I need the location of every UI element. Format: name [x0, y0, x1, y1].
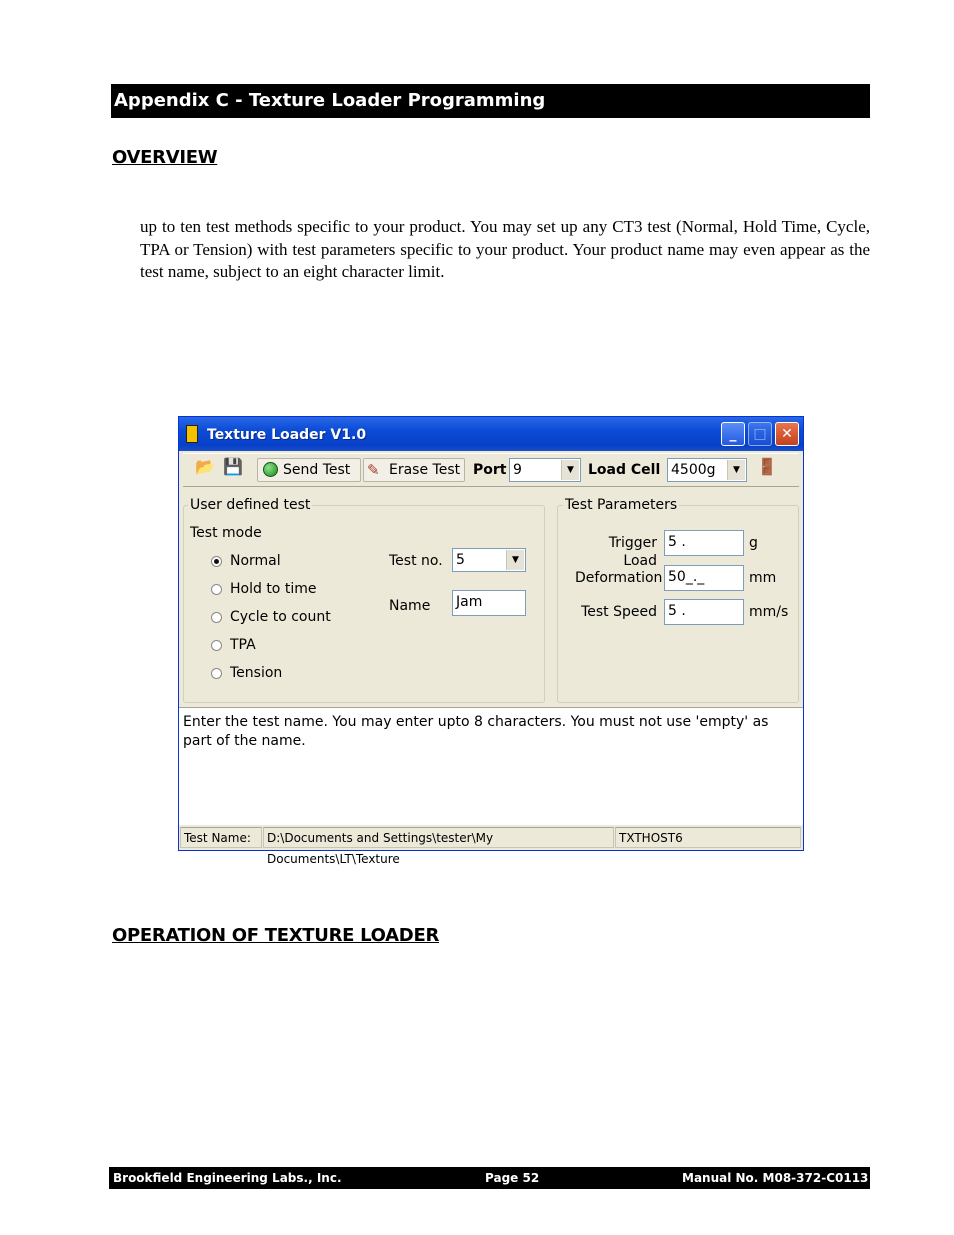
- toolbar: [183, 453, 799, 487]
- erase-test-button[interactable]: [363, 458, 465, 482]
- window-titlebar: [179, 417, 803, 451]
- mode-tension-label: Tension: [230, 665, 283, 681]
- test-mode-label: Test mode: [190, 525, 262, 541]
- test-speed-label: Test Speed: [581, 604, 657, 620]
- open-folder-icon[interactable]: 📂: [195, 457, 215, 476]
- send-test-label: Send Test: [283, 462, 351, 478]
- status-path: D:\Documents and Settings\tester\My Documents\LT\Texture: [263, 827, 614, 848]
- trigger-load-input[interactable]: 5 .: [664, 530, 744, 556]
- overview-heading: OVERVIEW: [112, 147, 218, 168]
- close-button[interactable]: ✕: [775, 422, 799, 446]
- eraser-icon: ✎: [367, 461, 380, 479]
- test-no-label: Test no.: [389, 553, 443, 569]
- chevron-down-icon[interactable]: ▼: [506, 550, 524, 570]
- chevron-down-icon[interactable]: ▼: [727, 460, 745, 480]
- page-footer: [109, 1167, 870, 1189]
- status-bar: [179, 825, 803, 866]
- test-parameters-title: Test Parameters: [565, 497, 678, 513]
- load-cell-select[interactable]: [667, 458, 747, 482]
- window-title: Texture Loader V1.0: [207, 427, 367, 443]
- footer-page: Page 52: [485, 1171, 540, 1185]
- section-title-bar: Appendix C - Texture Loader Programming: [111, 84, 870, 118]
- port-label: Port: [473, 462, 507, 478]
- test-no-value: 5: [456, 552, 465, 568]
- trigger-load-unit: g: [749, 535, 758, 551]
- send-icon: [263, 462, 278, 477]
- deformation-unit: mm: [749, 570, 777, 586]
- user-defined-title: User defined test: [190, 497, 311, 513]
- mode-normal-label: Normal: [230, 553, 281, 569]
- radio-cycle-to-count[interactable]: [211, 612, 222, 623]
- footer-company: Brookfield Engineering Labs., Inc.: [113, 1171, 342, 1185]
- deformation-input[interactable]: 50_._: [664, 565, 744, 591]
- mode-tpa-label: TPA: [230, 637, 256, 653]
- status-host: TXTHOST6: [615, 827, 801, 848]
- test-speed-unit: mm/s: [749, 604, 789, 620]
- trigger-load-label: Trigger Load: [608, 535, 657, 569]
- name-input[interactable]: Jam: [452, 590, 526, 616]
- load-cell-label: Load Cell: [588, 462, 661, 478]
- send-test-button[interactable]: [257, 458, 361, 482]
- test-no-select[interactable]: [452, 548, 526, 572]
- erase-test-label: Erase Test: [389, 462, 461, 478]
- overview-paragraph: up to ten test methods specific to your product. You may set up any CT3 test (Normal, Hold Time, Cycle, TPA or Tension) with test parameters specific to your product. Your product name may even appear as the test name, subject to an eight character limit.: [140, 217, 870, 281]
- operation-heading: OPERATION OF TEXTURE LOADER: [112, 925, 440, 946]
- minimize-button[interactable]: _: [721, 422, 745, 446]
- mode-cycle-label: Cycle to count: [230, 609, 331, 625]
- radio-tpa[interactable]: [211, 640, 222, 651]
- deformation-label: Deformation: [575, 570, 663, 586]
- app-icon: [186, 425, 198, 443]
- load-cell-value: 4500g: [671, 462, 716, 478]
- port-value: 9: [513, 462, 522, 478]
- name-label: Name: [389, 598, 431, 614]
- chevron-down-icon[interactable]: ▼: [561, 460, 579, 480]
- footer-manual: Manual No. M08-372-C0113: [682, 1171, 869, 1185]
- port-select[interactable]: [509, 458, 581, 482]
- test-speed-input[interactable]: 5 .: [664, 599, 744, 625]
- maximize-button[interactable]: □: [748, 422, 772, 446]
- radio-tension[interactable]: [211, 668, 222, 679]
- save-icon[interactable]: 💾: [223, 457, 243, 476]
- radio-hold-to-time[interactable]: [211, 584, 222, 595]
- help-text: Enter the test name. You may enter upto 8 characters. You must not use 'empty' as part of the name.: [179, 707, 803, 825]
- status-label: Test Name:: [180, 827, 262, 848]
- mode-hold-label: Hold to time: [230, 581, 317, 597]
- texture-loader-window: [178, 416, 804, 866]
- exit-door-icon[interactable]: 🚪: [757, 457, 777, 476]
- radio-normal[interactable]: [211, 556, 222, 567]
